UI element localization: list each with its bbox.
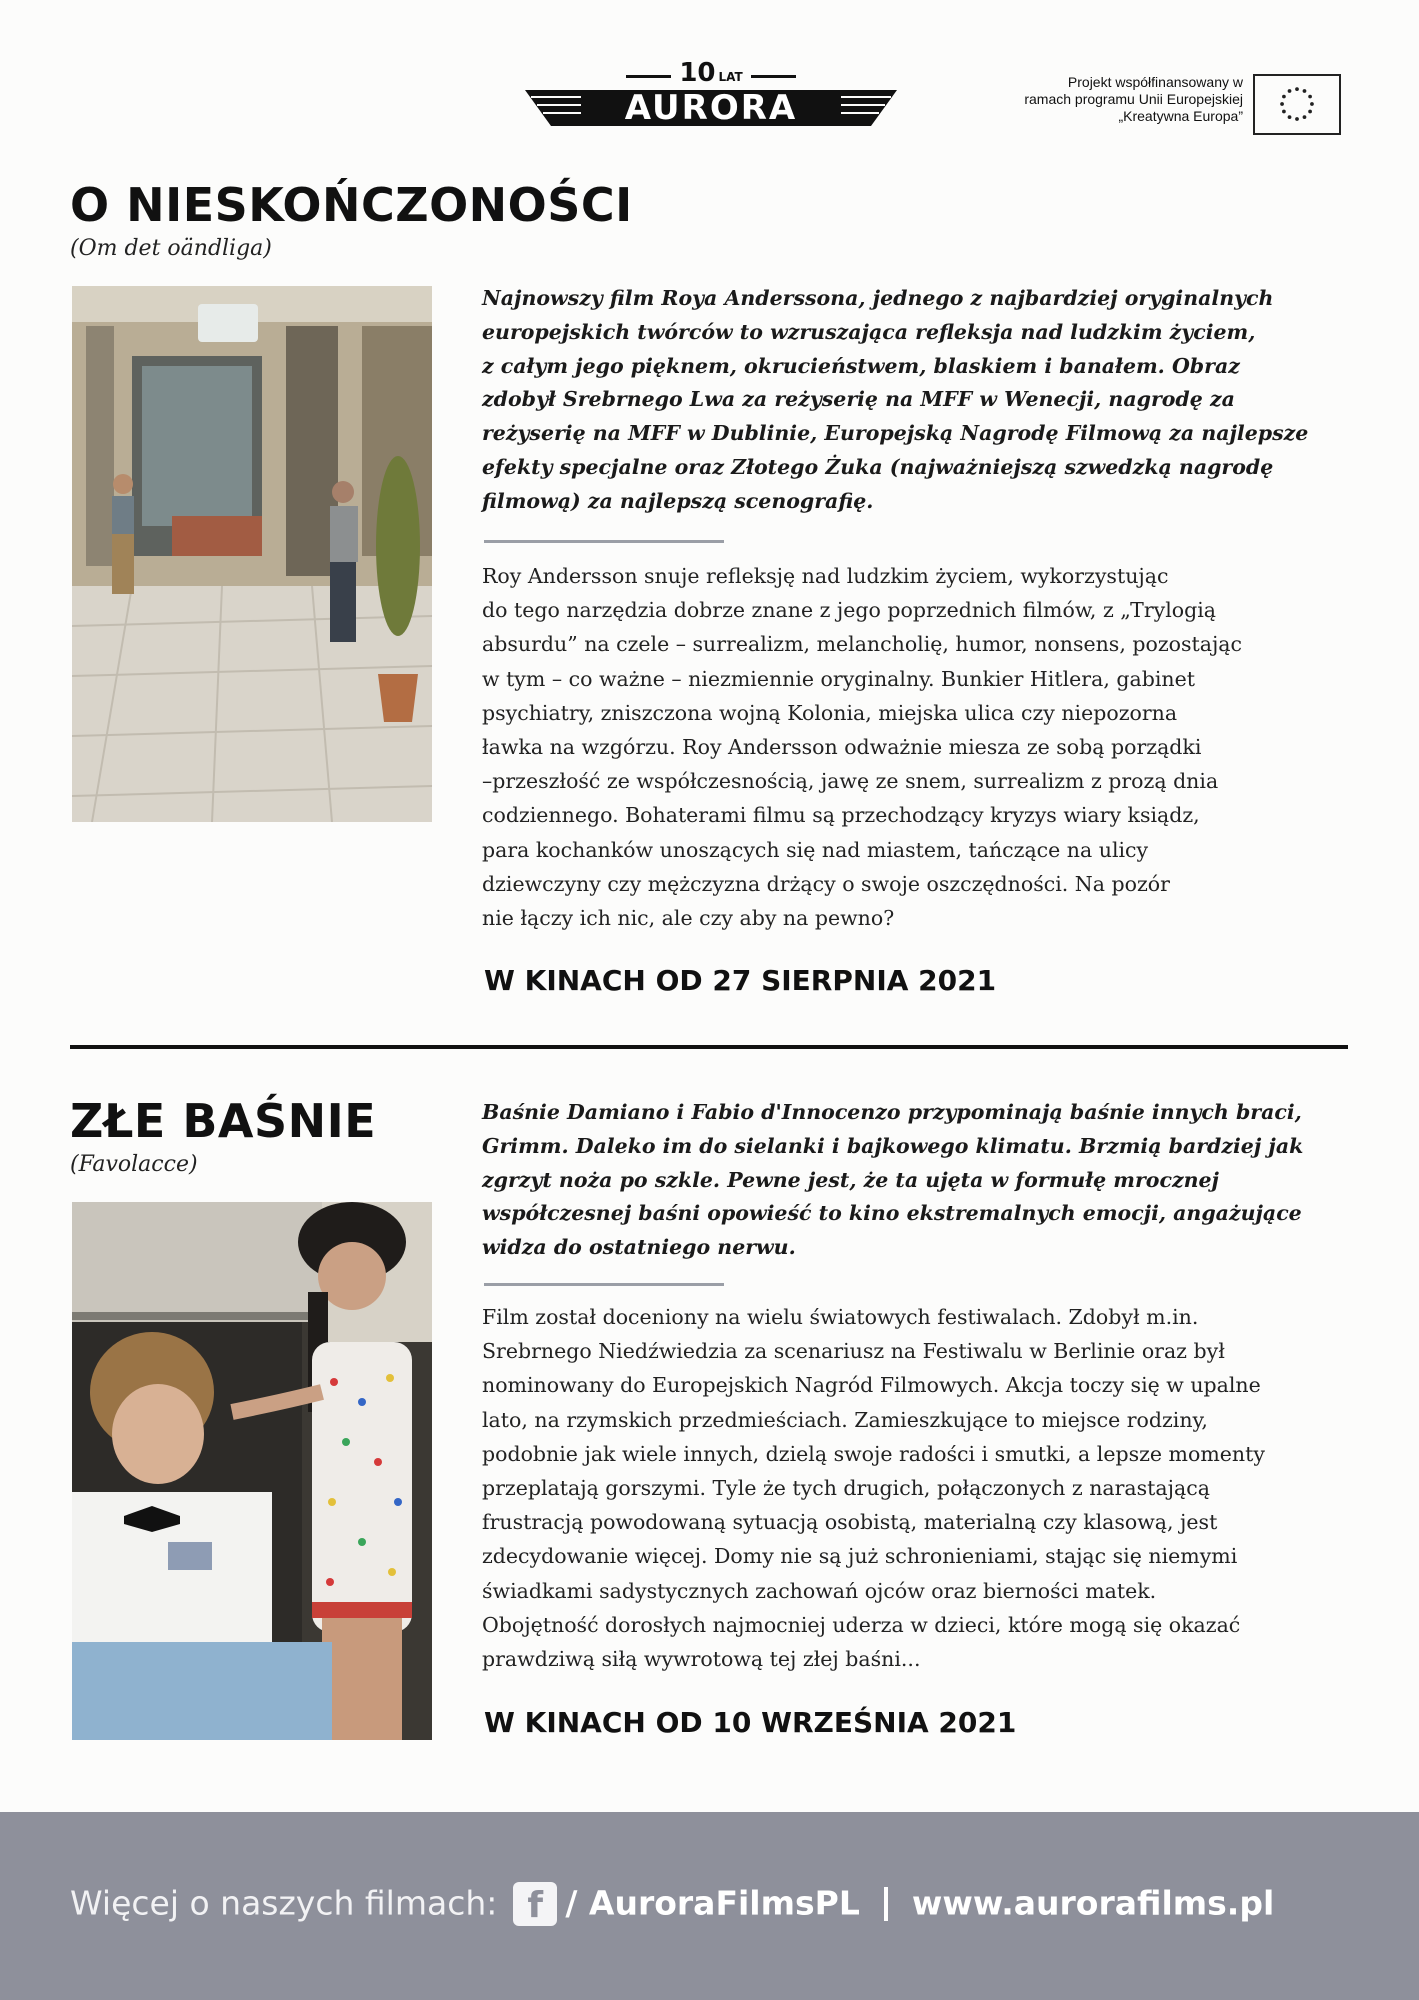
film-lead bbox=[482, 282, 1308, 519]
release-date: W KINACH OD 10 WRZEŚNIA 2021 bbox=[484, 1706, 1017, 1739]
body-line: absurdu” na czele – surrealizm, melancholię, humor, nonsens, pozostając bbox=[482, 632, 1243, 657]
eu-flag-icon bbox=[1253, 74, 1341, 135]
body-line: zdecydowanie więcej. Domy nie są już schronieniami, stając się niemymi bbox=[482, 1544, 1238, 1569]
logo-years: 10 bbox=[679, 58, 716, 88]
film-original-title: (Favolacce) bbox=[70, 1152, 198, 1177]
film-title: O NIESKOŃCZONOŚCI bbox=[70, 178, 633, 232]
body-line: Roy Andersson snuje refleksję nad ludzkim życiem, wykorzystując bbox=[482, 564, 1169, 588]
logo-years-label: LAT bbox=[718, 70, 743, 84]
body-line: –przeszłość ze współczesnością, jawę ze snem, surrealizm z prozą dnia bbox=[482, 769, 1219, 794]
film-lead bbox=[482, 1096, 1303, 1265]
body-line: ławka na wzgórzu. Roy Andersson odważnie miesza ze sobą porządki bbox=[482, 735, 1202, 760]
body-line: Film został doceniony na wielu światowych festiwalach. Zdobył m.in. bbox=[482, 1305, 1199, 1329]
body-line: do tego narzędzia dobrze znane z jego poprzednich filmów, z „Trylogią bbox=[482, 598, 1217, 623]
logo-name: AURORA bbox=[624, 88, 798, 128]
lead-line: zgrzyt noża po szkle. Pewne jest, że ta ujęta w formułę mrocznej bbox=[482, 1167, 1219, 1192]
footer-links bbox=[70, 1878, 1274, 1928]
film-description bbox=[482, 559, 1242, 935]
body-line: nominowany do Europejskich Nagród Filmowych. Akcja toczy się w upalne bbox=[482, 1373, 1261, 1398]
facebook-handle-link[interactable]: / AuroraFilmsPL bbox=[565, 1883, 860, 1923]
eu-line: Projekt współfinansowany w bbox=[1067, 74, 1243, 90]
film-still-children bbox=[72, 1202, 432, 1740]
section-rule bbox=[484, 1283, 724, 1286]
website-link[interactable]: www.aurorafilms.pl bbox=[911, 1883, 1275, 1923]
body-line: para kochanków unoszących się nad miastem, tańczące na ulicy bbox=[482, 837, 1149, 862]
lead-line: Grimm. Daleko im do sielanki i bajkowego klimatu. Brzmią bardziej jak bbox=[482, 1133, 1304, 1158]
lead-line: zdobył Srebrnego Lwa za reżyserię na MFF w Wenecji, nagrodę za bbox=[482, 387, 1235, 412]
eu-line: ramach programu Unii Europejskiej bbox=[1024, 91, 1243, 107]
body-line: codziennego. Bohaterami filmu są przechodzący kryzys wiary ksiądz, bbox=[482, 803, 1200, 828]
lead-line: Najnowszy film Roya Anderssona, jednego z najbardziej oryginalnych bbox=[482, 286, 1274, 310]
body-line: Obojętność dorosłych najmocniej uderza w dzieci, które mogą się okazać bbox=[482, 1612, 1241, 1637]
film-still-street-scene bbox=[72, 286, 432, 822]
body-line: psychiatry, zniszczona wojną Kolonia, miejska ulica czy niepozorna bbox=[482, 700, 1178, 725]
lead-line: z całym jego pięknem, okrucieństwem, blaskiem i banałem. Obraz bbox=[482, 353, 1240, 378]
footer-lead-text: Więcej o naszych filmach: bbox=[70, 1883, 498, 1923]
film-original-title: (Om det oändliga) bbox=[70, 236, 272, 261]
lead-line: Baśnie Damiano i Fabio d'Innocenzo przypominają baśnie innych braci, bbox=[482, 1100, 1302, 1124]
lead-line: europejskich twórców to wzruszająca refleksja nad ludzkim życiem, bbox=[482, 319, 1256, 344]
section-rule bbox=[484, 540, 724, 543]
body-line: dziewczyny czy mężczyzna drżący o swoje oszczędności. Na pozór bbox=[482, 871, 1170, 896]
logo-anniversary bbox=[525, 60, 897, 86]
release-date: W KINACH OD 27 SIERPNIA 2021 bbox=[484, 964, 997, 997]
body-line: Srebrnego Niedźwiedzia za scenariusz na Festiwalu w Berlinie oraz był bbox=[482, 1339, 1225, 1364]
lead-line: współczesnej baśni opowieść to kino ekstremalnych emocji, angażujące bbox=[482, 1201, 1302, 1226]
film-description bbox=[482, 1300, 1265, 1676]
body-line: przeplatają gorszymi. Tyle że tych drugich, połączonych z narastającą bbox=[482, 1476, 1210, 1501]
footer-separator bbox=[884, 1887, 888, 1921]
body-line: świadkami sadystycznych zachowań ojców oraz bierności matek. bbox=[482, 1578, 1157, 1603]
facebook-icon[interactable]: f bbox=[513, 1882, 557, 1926]
lead-line: widza do ostatniego nerwu. bbox=[482, 1235, 796, 1260]
body-line: w tym – co ważne – niezmiennie oryginalny. Bunkier Hitlera, gabinet bbox=[482, 666, 1195, 691]
lead-line: reżyserię na MFF w Dublinie, Europejską Nagrodę Filmową za najlepsze bbox=[482, 421, 1309, 446]
body-line: podobnie jak wiele innych, dzielą swoje radości i smutki, a lepsze momenty bbox=[482, 1441, 1265, 1466]
body-line: lato, na rzymskich przedmieściach. Zamieszkujące to miejsce rodziny, bbox=[482, 1407, 1208, 1432]
eu-cofinancing-note bbox=[905, 74, 1243, 125]
lead-line: efekty specjalne oraz Złotego Żuka (najważniejszą szwedzką nagrodę bbox=[482, 454, 1274, 479]
film-title: ZŁE BAŚNIE bbox=[70, 1094, 377, 1148]
body-line: prawdziwą siłą wywrotową tej złej baśni... bbox=[482, 1647, 921, 1672]
lead-line: filmową) za najlepszą scenografię. bbox=[482, 488, 874, 513]
section-divider bbox=[70, 1045, 1348, 1049]
body-line: frustracją powodowaną sytuacją osobistą, materialną czy klasową, jest bbox=[482, 1510, 1218, 1535]
eu-line: „Kreatywna Europa” bbox=[1118, 108, 1243, 124]
body-line: nie łączy ich nic, ale czy aby na pewno? bbox=[482, 906, 895, 931]
aurora-logo bbox=[525, 60, 897, 135]
